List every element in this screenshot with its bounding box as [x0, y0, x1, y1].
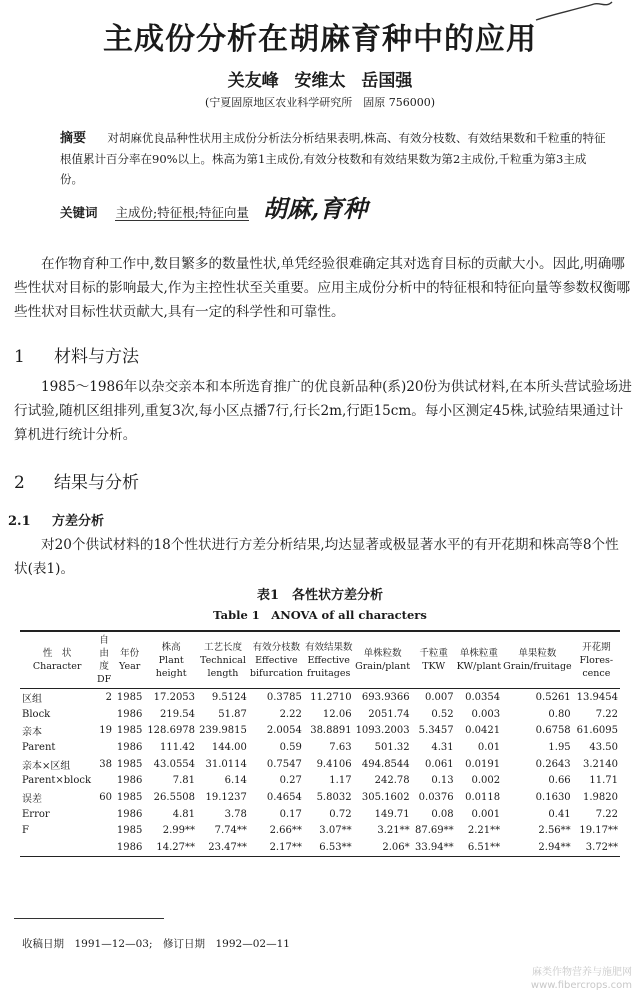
table-cell: 501.32	[374, 741, 410, 753]
table-cell: 0.27	[279, 775, 302, 787]
table-cell: 1986	[116, 708, 143, 720]
paper-title: 主成份分析在胡麻育种中的应用	[103, 22, 537, 57]
table-cell: 3.2140	[583, 758, 618, 770]
table-cell: 1986	[116, 808, 143, 820]
table-cell: Parent×block	[22, 775, 92, 787]
table-cell: 1985	[116, 725, 143, 737]
table-cell: 7.22	[595, 708, 618, 720]
table-cell: 0.0118	[465, 791, 501, 803]
subsection-2-1-title: 方差分析	[52, 514, 105, 529]
table-cell: 3.07**	[319, 825, 352, 837]
table-cell: 242.78	[374, 775, 410, 787]
table-cell: Block	[22, 708, 51, 720]
table-cell	[94, 739, 114, 756]
table-row	[20, 756, 620, 773]
anova-table	[20, 630, 620, 857]
table-cell: 9.5124	[211, 691, 247, 703]
table-cell: 0.0376	[418, 791, 454, 803]
table-header-cell: 株高 Plant height	[145, 631, 197, 689]
table-cell: Parent	[22, 741, 56, 753]
keywords-text: 主成份;特征根;特征向量	[115, 205, 249, 220]
table-cell: 6.51**	[456, 839, 502, 856]
section-1-number: 1	[14, 347, 25, 367]
table-cell: 1.95	[548, 741, 571, 753]
table-cell: 3.72**	[573, 839, 620, 856]
table-cell: 0.59	[279, 741, 302, 753]
table-cell: 3.21**	[377, 825, 410, 837]
table-cell: 亲本	[22, 727, 42, 739]
table-cell: 61.6095	[576, 725, 618, 737]
abstract	[60, 128, 606, 189]
section-2-title: 结果与分析	[54, 473, 139, 493]
table-cell: 305.1602	[361, 791, 410, 803]
table-cell: 1985	[116, 791, 143, 803]
table-cell: 2.17**	[249, 839, 304, 856]
table-cell: 0.0421	[465, 725, 501, 737]
section-2-heading	[14, 468, 139, 493]
table-cell: 2.21**	[467, 825, 501, 837]
table-cell: 0.007	[425, 691, 454, 703]
table-cell: 7.74**	[214, 825, 247, 837]
table-cell: 12.06	[322, 708, 352, 720]
table-cell: 11.2710	[310, 691, 352, 703]
abstract-text: 对胡麻优良品种性状用主成份分析法分析结果表明,株高、有效分枝数、有效结果数和千粒重的特征根值累计百分率在90%以上。株高为第1主成份,有效分枝数和有效结果数为第2主成份,千粒重为第3主成份。	[60, 131, 606, 186]
table-cell: 0.7547	[266, 758, 302, 770]
table-cell: 1.9820	[583, 791, 618, 803]
table-cell: 33.94**	[412, 839, 456, 856]
table-header-cell: 单株粒重 KW/plant	[456, 631, 502, 689]
table-cell: 3.78	[224, 808, 247, 820]
table-cell: 23.47**	[197, 839, 249, 856]
table-header-cell: 工艺长度 Technical length	[197, 631, 249, 689]
table-row	[20, 706, 620, 723]
table-header-cell: 自由度 DF	[94, 631, 114, 689]
keywords	[60, 194, 606, 224]
table-cell: 0.2643	[535, 758, 571, 770]
table-body	[20, 689, 620, 857]
table-row	[20, 739, 620, 756]
watermark-line-1: 麻类作物营养与施肥网	[532, 967, 632, 978]
table-cell: 2051.74	[368, 708, 410, 720]
table-cell: 0.13	[431, 775, 454, 787]
table-cell: 239.9815	[199, 725, 247, 737]
table-cell: 60	[99, 791, 112, 803]
table-cell: 7.22	[595, 808, 618, 820]
table-header-cell: 单株粒数 Grain/plant	[354, 631, 412, 689]
table-cell	[20, 839, 94, 856]
table-cell: 1986	[116, 775, 143, 787]
watermark-line-2: www.fibercrops.com	[530, 980, 632, 991]
table-cell: 0.061	[425, 758, 454, 770]
table-cell: 2.0054	[266, 725, 302, 737]
table-cell: 区组	[22, 693, 42, 705]
section-1-heading	[14, 342, 139, 367]
table-cell: 128.6978	[147, 725, 196, 737]
table-cell: 5.8032	[316, 791, 352, 803]
table-caption-cn: 表1 各性状方差分析	[256, 588, 384, 603]
table-cell: 6.14	[224, 775, 247, 787]
table-cell: 693.9366	[361, 691, 410, 703]
table-cell: 31.0114	[205, 758, 247, 770]
table-cell: 6.53**	[304, 839, 354, 856]
table-cell: 误差	[22, 793, 42, 805]
table-cell: 87.69**	[415, 825, 454, 837]
table-cell: 5.3457	[418, 725, 454, 737]
table-cell	[94, 823, 114, 840]
table-cell	[94, 839, 114, 856]
table-cell: 43.0554	[153, 758, 196, 770]
table-header-cell: 单果粒数 Grain/fruitage	[502, 631, 573, 689]
intro-paragraph: 在作物育种工作中,数目繁多的数量性状,单凭经验很难确定其对选育目标的贡献大小。因此,明确哪些性状对目标的影响最大,作为主控性状至关重要。应用主成份分析中的特征根和特征向量等参数权衡哪些性状对目标性状贡献大,具有一定的科学性和可靠性。	[14, 256, 631, 320]
table-cell: 1093.2003	[355, 725, 410, 737]
table-row	[20, 823, 620, 840]
table-cell	[94, 772, 114, 789]
table-header-cell: 千粒重 TKW	[412, 631, 456, 689]
table-cell: 4.31	[431, 741, 454, 753]
table-cell: 7.81	[172, 775, 196, 787]
table-cell: 0.5261	[535, 691, 571, 703]
table-cell: 26.5508	[153, 791, 196, 803]
table-header-cell: 有效结果数 Effective fruitages	[304, 631, 354, 689]
table-cell: 111.42	[160, 741, 196, 753]
table-cell: 144.00	[211, 741, 247, 753]
table-cell: 494.8544	[361, 758, 410, 770]
table-cell	[94, 706, 114, 723]
affiliation: (宁夏固原地区农业科学研究所 固原 756000)	[204, 96, 436, 109]
table-cell: 13.9454	[576, 691, 618, 703]
table-cell: 0.0191	[465, 758, 501, 770]
table-cell: 2.66**	[269, 825, 302, 837]
table-cell: 0.003	[471, 708, 501, 720]
table-cell: 0.6758	[535, 725, 571, 737]
table-cell: 0.66	[548, 775, 571, 787]
table-cell	[94, 806, 114, 823]
table-cell: Error	[22, 808, 50, 820]
table-cell: 11.71	[589, 775, 618, 787]
authors: 关友峰 安维太 岳国强	[227, 71, 413, 91]
table-header-cell: 性 状 Character	[20, 631, 94, 689]
table-row	[20, 789, 620, 806]
table-cell: 0.3785	[266, 691, 302, 703]
footnote: 收稿日期 1991—12—03; 修订日期 1992—02—11	[22, 938, 290, 950]
table-cell: 1986	[116, 741, 143, 753]
table-cell: 149.71	[374, 808, 410, 820]
section-2-number: 2	[14, 473, 25, 493]
table-cell: 1985	[116, 758, 143, 770]
section-1-title: 材料与方法	[54, 347, 139, 367]
table-cell: 0.1630	[535, 791, 571, 803]
table-cell: 1985	[116, 691, 143, 703]
table-cell: 51.87	[218, 708, 247, 720]
table-caption-en: Table 1 ANOVA of all characters	[213, 608, 427, 622]
table-header-row	[20, 631, 620, 689]
table-header-cell: 开花期 Flores-cence	[573, 631, 620, 689]
watermark	[531, 966, 632, 992]
table-cell: 9.4106	[316, 758, 352, 770]
table-cell: 17.2053	[153, 691, 196, 703]
table-cell: 19.17**	[579, 825, 618, 837]
table-header-cell: 有效分枝数 Effective bifurcation	[249, 631, 304, 689]
table-cell: 43.50	[589, 741, 618, 753]
table-header-cell: 年份 Year	[114, 631, 145, 689]
table-cell: 38.8891	[310, 725, 352, 737]
table-cell: 亲本×区组	[22, 760, 71, 772]
table-row	[20, 839, 620, 856]
table-cell: 219.54	[160, 708, 196, 720]
table-cell: 4.81	[172, 808, 196, 820]
table-row	[20, 689, 620, 706]
table-cell: 2.06*	[354, 839, 412, 856]
table-cell: 0.52	[431, 708, 454, 720]
table-cell: 2.99**	[162, 825, 196, 837]
handwritten-keywords: 胡麻,育种	[262, 194, 368, 223]
table-cell: 1985	[116, 825, 143, 837]
table-cell: 1.17	[329, 775, 352, 787]
table-cell: 19	[99, 725, 112, 737]
table-cell: 0.80	[548, 708, 571, 720]
table-cell: 2.22	[279, 708, 302, 720]
subsection-2-1-heading	[8, 510, 104, 529]
section-1-paragraph: 1985～1986年以杂交亲本和本所选育推广的优良新品种(系)20份为供试材料,在本所头营试验场进行试验,随机区组排列,重复3次,每小区点播7行,行长2m,行距15cm。每小区测定45株,试验结果通过计算机进行统计分析。	[14, 379, 632, 443]
table-cell: 19.1237	[205, 791, 247, 803]
table-cell: 0.08	[431, 808, 454, 820]
table-cell: 2.94**	[502, 839, 573, 856]
footnote-rule	[14, 918, 164, 919]
table-cell: 2.56**	[538, 825, 571, 837]
table-row	[20, 806, 620, 823]
table-cell: 2	[105, 691, 112, 703]
table-cell: 38	[99, 758, 112, 770]
table-cell: 0.17	[279, 808, 302, 820]
table-cell: 0.001	[471, 808, 501, 820]
table-cell: 14.27**	[145, 839, 197, 856]
table-cell: F	[22, 825, 29, 837]
table-cell: 0.002	[471, 775, 501, 787]
keywords-label: 关键词	[60, 205, 98, 220]
table-cell: 0.4654	[266, 791, 302, 803]
table-cell: 1986	[114, 839, 145, 856]
table-cell: 0.41	[548, 808, 571, 820]
table-cell: 0.72	[329, 808, 352, 820]
abstract-label: 摘要	[60, 131, 87, 146]
subsection-2-1-number: 2.1	[8, 514, 31, 529]
table-cell: 7.63	[329, 741, 352, 753]
table-cell: 0.0354	[465, 691, 501, 703]
section-2-1-paragraph: 对20个供试材料的18个性状进行方差分析结果,均达显著或极显著水平的有开花期和株高等8个性状(表1)。	[14, 537, 619, 577]
table-row	[20, 772, 620, 789]
table-cell: 0.01	[477, 741, 501, 753]
table-row	[20, 722, 620, 739]
